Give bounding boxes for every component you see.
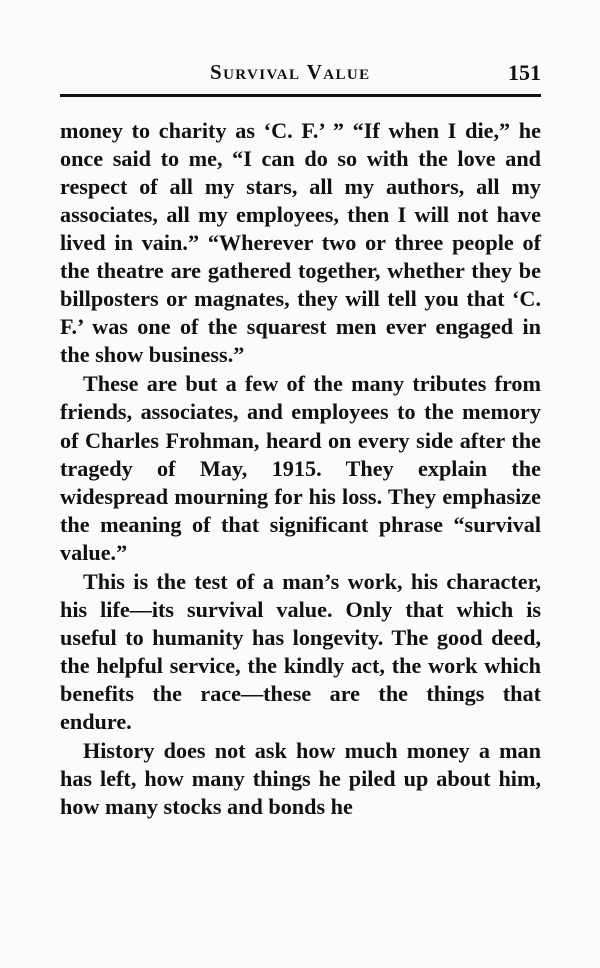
paragraph-4: History does not ask how much money a man has left, how many things he piled up about him, how many stocks and bonds he	[60, 738, 541, 820]
header-rule	[60, 94, 541, 97]
paragraph-1: money to charity as ‘C. F.’ ” “If when I die,” he once said to me, “I can do so with the love and respect of all my stars, all my authors, all my associates, all my employees, then I will not have lived in vain.” “Wherever two or three people of the theatre are gathered together, whether they be billposters or magnates, they will tell you that ‘C. F.’ was one of the squarest men ever engaged in the show business.”	[60, 118, 541, 368]
body-text	[60, 117, 541, 821]
paragraph-3: This is the test of a man’s work, his character, his life—its survival value. Only that which is useful to humanity has longevity. The good deed, the helpful service, the kindly act, the work which benefits the race—these are the things that endure.	[60, 568, 541, 734]
page-header	[60, 60, 541, 92]
page-number: 151	[508, 60, 541, 85]
paragraph-2: These are but a few of the many tributes from friends, associates, and employees to the memory of Charles Frohman, heard on every side after the tragedy of May, 1915. They explain the widespread mourning for his loss. They emphasize the meaning of that significant phrase “survival value.”	[60, 371, 541, 565]
running-title: Survival Value	[210, 60, 371, 84]
